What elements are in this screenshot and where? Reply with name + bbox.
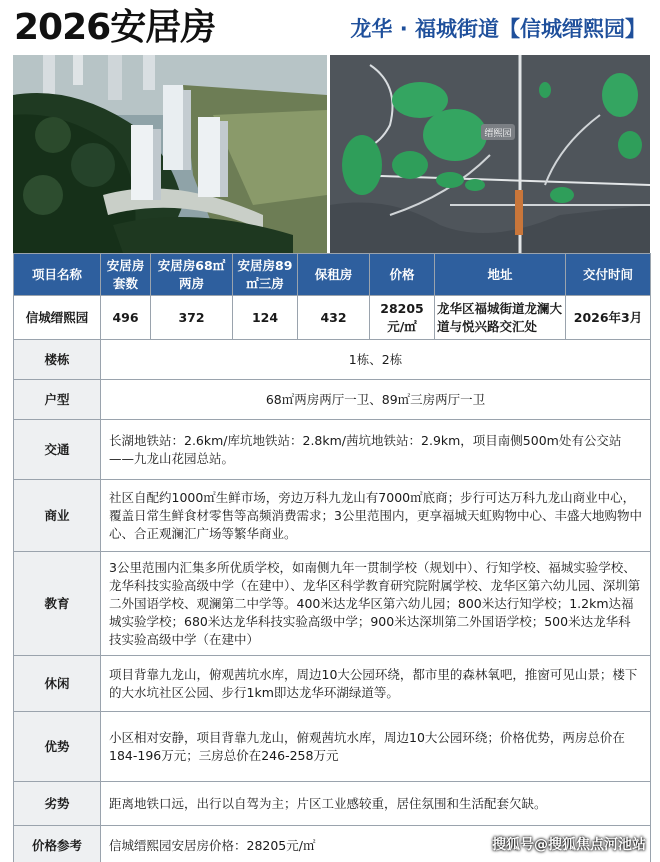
row-value: 小区相对安静，项目背靠九龙山，俯观茜坑水库，周边10大公园环绕；价格优势，两房总价在184-196万元；三房总价在246-258万元: [101, 712, 651, 782]
project-subtitle: 龙华 · 福城街道【信城缙熙园】: [350, 17, 646, 41]
table-row: [14, 340, 651, 380]
row-value: 社区自配约1000㎡生鲜市场，旁边万科九龙山有7000㎡底商；步行可达万科九龙山商业中心，覆盖日常生鲜食材零售等高频消费需求；3公里范围内，更享福城天虹购物中心、丰盛大地购物中心、合正观澜汇广场等繁华商业。: [101, 480, 651, 552]
column-header: 价格: [370, 254, 435, 296]
watermark: 搜狐号@搜狐焦点河池站: [492, 837, 646, 853]
map-project-label: 缙熙园: [484, 129, 512, 139]
rental-units: 432: [298, 296, 370, 340]
column-header: 项目名称: [14, 254, 101, 296]
aerial-rendering-svg: [13, 55, 327, 253]
row-value: 距离地铁口远，出行以自驾为主；片区工业感较重，居住氛围和生活配套欠缺。: [101, 782, 651, 826]
delivery-time: 2026年3月: [566, 296, 651, 340]
total-units: 496: [101, 296, 151, 340]
table-row: [14, 656, 651, 712]
location-map-svg: [330, 55, 650, 253]
row-label: 休闲: [14, 656, 101, 712]
price: 28205元/㎡: [370, 296, 435, 340]
row-value: 信城缙熙园安居房价格：28205元/㎡: [101, 826, 651, 862]
address: 龙华区福城街道龙澜大道与悦兴路交汇处: [435, 296, 566, 340]
location-map-image: [330, 55, 650, 253]
table-row: [14, 782, 651, 826]
row-value: 1栋、2栋: [101, 340, 651, 380]
header: [0, 0, 660, 55]
table-row: [14, 712, 651, 782]
row-label: 劣势: [14, 782, 101, 826]
row-label: 商业: [14, 480, 101, 552]
page-title: 2026安居房: [14, 7, 216, 48]
row-label: 交通: [14, 420, 101, 480]
row-value: 长湖地铁站：2.6km/库坑地铁站：2.8km/茜坑地铁站：2.9km，项目南侧500m处有公交站——九龙山花园总站。: [101, 420, 651, 480]
row-label: 优势: [14, 712, 101, 782]
table-row: [14, 380, 651, 420]
row-label: 楼栋: [14, 340, 101, 380]
column-header: 安居房89㎡三房: [233, 254, 298, 296]
row-label: 户型: [14, 380, 101, 420]
project-row: [14, 296, 651, 340]
row-label: 价格参考: [14, 826, 101, 862]
row-label: 教育: [14, 552, 101, 656]
row-value: 68㎡两房两厅一卫、89㎡三房两厅一卫: [101, 380, 651, 420]
column-header: 安居房68㎡两房: [151, 254, 233, 296]
column-header: 保租房: [298, 254, 370, 296]
photo-strip: [13, 55, 650, 253]
table-row: [14, 480, 651, 552]
table-row: [14, 420, 651, 480]
column-header: 安居房套数: [101, 254, 151, 296]
two-room-units: 372: [151, 296, 233, 340]
three-room-units: 124: [233, 296, 298, 340]
column-header: 交付时间: [566, 254, 651, 296]
project-info-table: [13, 253, 651, 862]
row-value: 3公里范围内汇集多所优质学校，如南侧九年一贯制学校（规划中）、行知学校、福城实验学校、龙华科技实验高级中学（在建中）、龙华区科学教育研究院附属学校、龙华区第六幼儿园、深圳第二外国语学校、观澜第二中学等。400米达龙华区第六幼儿园；800米达行知学校；1.2km达福城实验学校；680米达龙华科技实验高级中学；900米达深圳第二外国语学校；500米达龙华科技实验高级中学（在建中）: [101, 552, 651, 656]
column-header: 地址: [435, 254, 566, 296]
project-name: 信城缙熙园: [14, 296, 101, 340]
table-row: [14, 552, 651, 656]
aerial-rendering-image: [13, 55, 327, 253]
row-value: 项目背靠九龙山，俯观茜坑水库，周边10大公园环绕，都市里的森林氧吧，推窗可见山景；楼下的大水坑社区公园、步行1km即达龙华环湖绿道等。: [101, 656, 651, 712]
table-header-row: [14, 254, 651, 296]
